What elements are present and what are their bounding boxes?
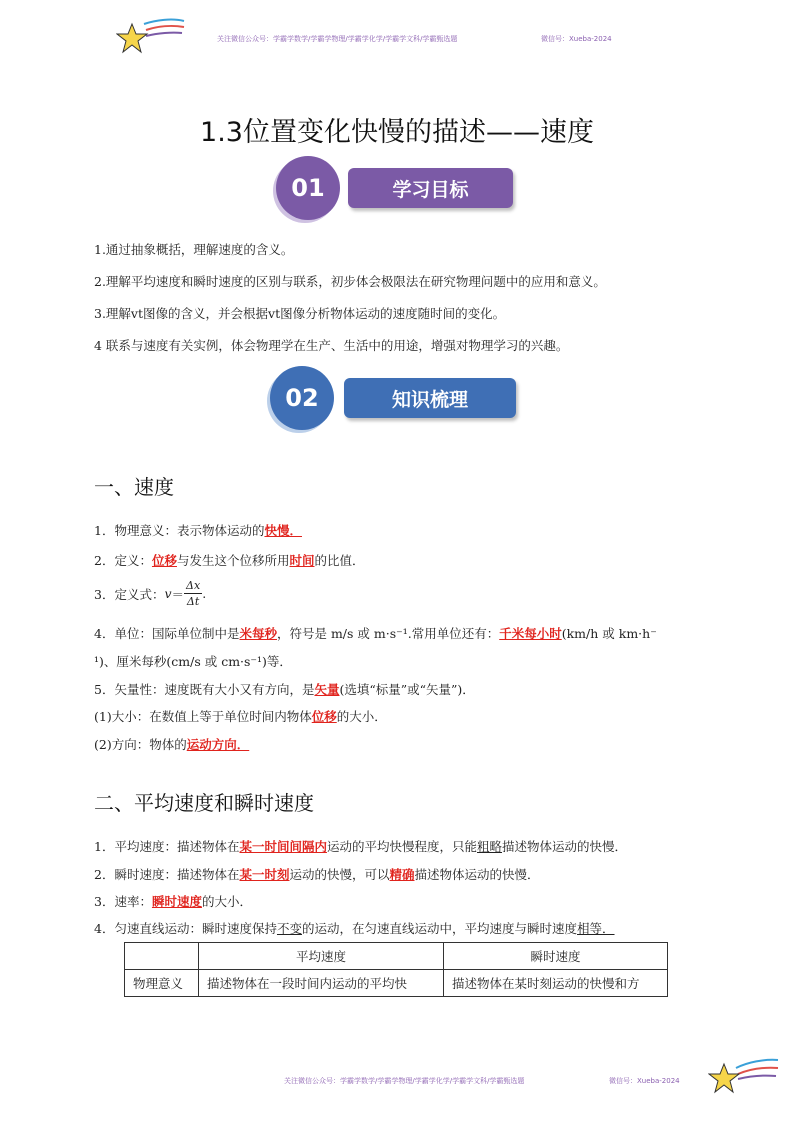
comparison-table [124, 942, 668, 997]
section-label-goals: 学习目标 [348, 168, 513, 208]
footer-text: 关注微信公众号：学霸学数学/学霸学物理/学霸学化学/学霸学文科/学霸甄选题 [284, 1077, 525, 1085]
section-number-02: 02 [270, 366, 334, 430]
speed-line-6: (1)大小：在数值上等于单位时间内物体位移的大小． [94, 709, 387, 724]
table-header-cell: 瞬时速度 [444, 943, 668, 970]
page-title: 1.3位置变化快慢的描述——速度 [200, 117, 594, 148]
speed-line-7: (2)方向：物体的运动方向． [94, 737, 250, 752]
table-cell: 物理意义 [125, 970, 199, 997]
section-number-01: 01 [276, 156, 340, 220]
table-header-row [125, 943, 668, 970]
table-row [125, 970, 668, 997]
table-header-cell: 平均速度 [199, 943, 444, 970]
section-label-knowledge: 知识梳理 [344, 378, 516, 418]
heading-speed: 一、速度 [94, 475, 174, 499]
speed-fraction: Δx Δt [186, 579, 201, 608]
table-cell: 描述物体在一段时间内运动的平均快 [199, 970, 444, 997]
header-wechat: 微信号：Xueba-2024 [541, 35, 612, 43]
speed-formula-line: 3．定义式： v ＝ Δx Δt . [94, 579, 207, 608]
avg-line-3: 3．速率：瞬时速度的大小． [94, 894, 252, 909]
speed-line-4-cont: ¹)、厘米每秒(cm/s 或 cm·s⁻¹)等． [94, 654, 292, 669]
goal-item: 2.理解平均速度和瞬时速度的区别与联系，初步体会极限法在研究物理问题中的应用和意义。 [94, 274, 606, 289]
speed-line-2: 2．定义：位移与发生这个位移所用时间的比值． [94, 553, 365, 568]
goal-item: 3.理解vt图像的含义，并会根据vt图像分析物体运动的速度随时间的变化。 [94, 306, 506, 321]
speed-line-5: 5．矢量性：速度既有大小又有方向，是矢量(选填“标量”或“矢量”)． [94, 682, 475, 697]
avg-line-2: 2．瞬时速度：描述物体在某一时刻运动的快慢，可以精确描述物体运动的快慢． [94, 867, 540, 882]
goal-item: 4 联系与速度有关实例，体会物理学在生产、生活中的用途，增强对物理学习的兴趣。 [94, 338, 569, 353]
speed-line-1: 1．物理意义：表示物体运动的快慢． [94, 523, 302, 538]
speed-line-4: 4．单位：国际单位制中是米每秒，符号是 m/s 或 m·s⁻¹.常用单位还有：千米每小时(km/h 或 km·h⁻ [94, 626, 657, 641]
avg-line-1: 1．平均速度：描述物体在某一时间间隔内运动的平均快慢程度，只能粗略描述物体运动的快慢． [94, 839, 628, 854]
table-cell: 描述物体在某时刻运动的快慢和方 [444, 970, 668, 997]
goal-item: 1.通过抽象概括，理解速度的含义。 [94, 242, 294, 257]
header-text: 关注微信公众号：学霸学数学/学霸学物理/学霸学化学/学霸学文科/学霸甄选题 [217, 35, 458, 43]
star-logo-icon [708, 1056, 780, 1096]
table-header-cell [125, 943, 199, 970]
heading-avg-inst-speed: 二、平均速度和瞬时速度 [94, 791, 314, 815]
star-logo-icon [116, 18, 186, 58]
avg-line-4: 4．匀速直线运动：瞬时速度保持不变的运动，在匀速直线运动中，平均速度与瞬时速度相等． [94, 921, 615, 936]
footer-wechat: 微信号：Xueba-2024 [609, 1077, 680, 1085]
